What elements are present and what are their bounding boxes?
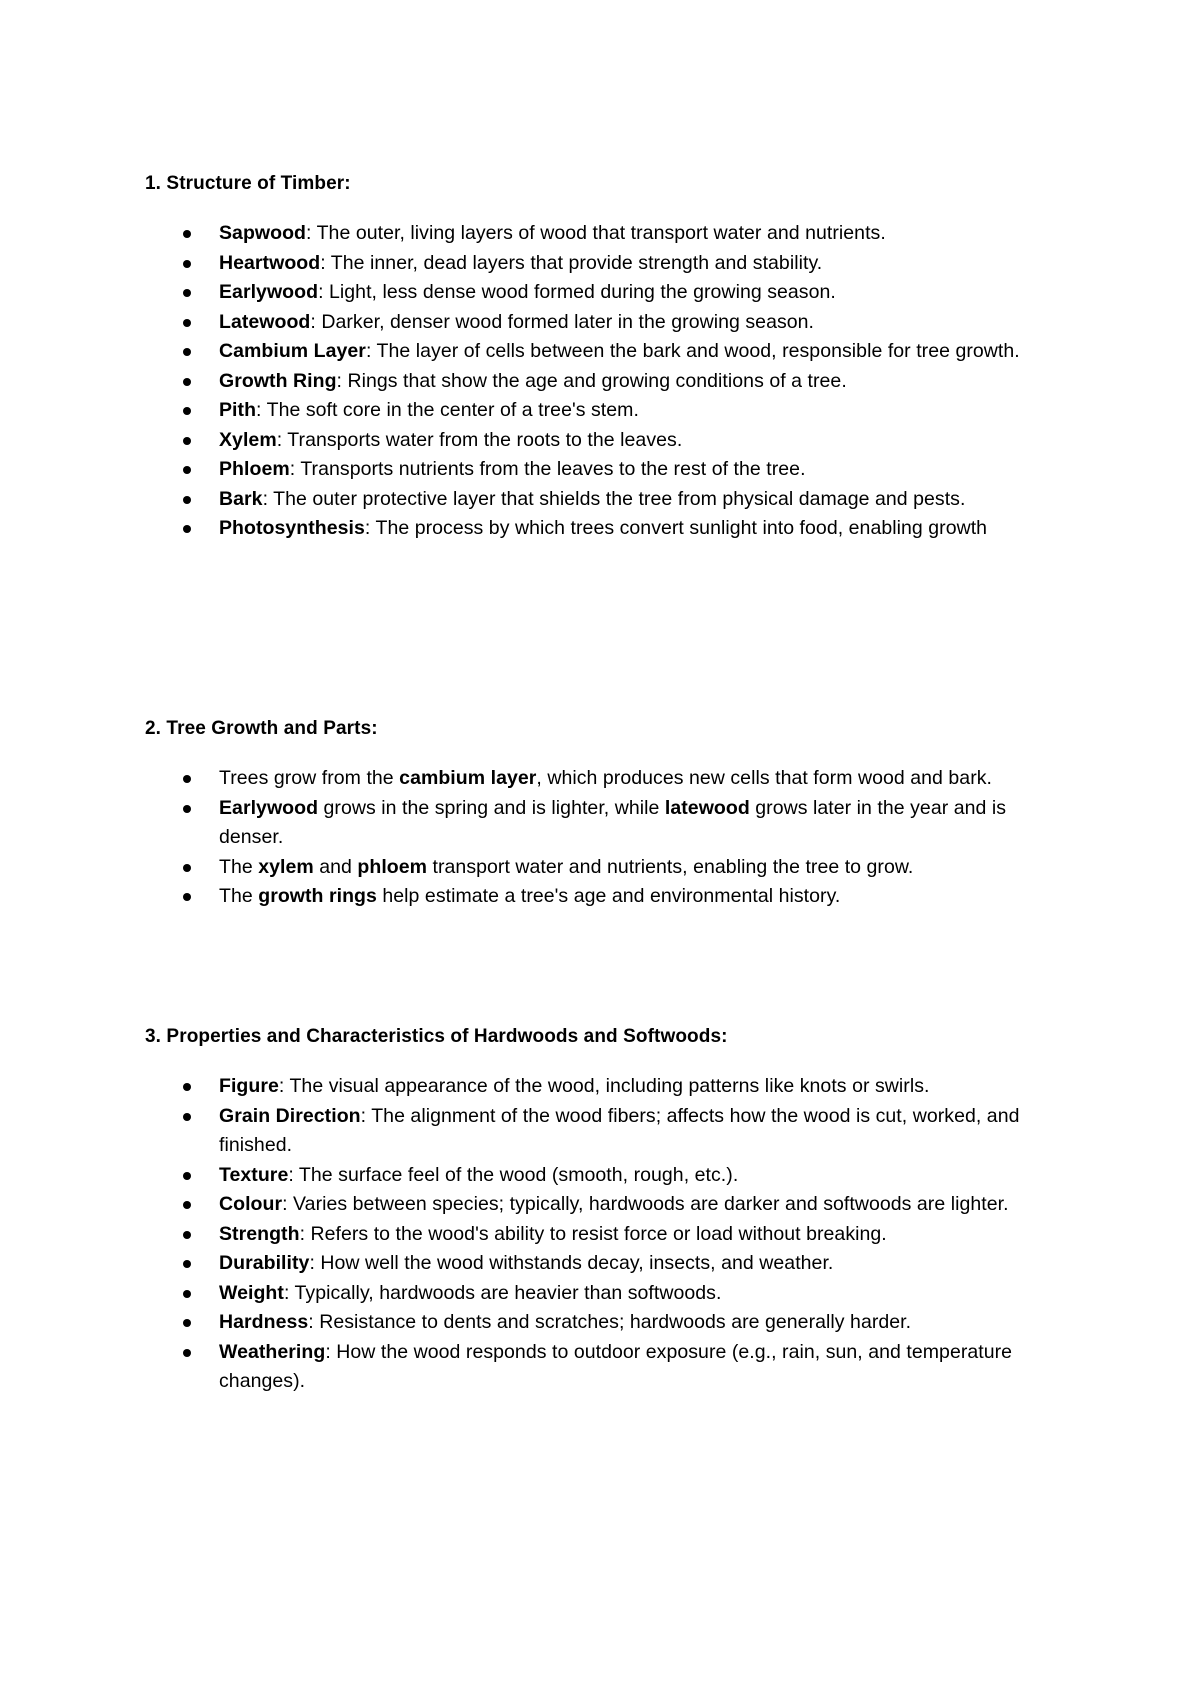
item-text: : How well the wood withstands decay, insects, and weather. — [309, 1252, 834, 1274]
list-item — [145, 1308, 1075, 1338]
list-item — [145, 278, 1075, 308]
list-item — [145, 1190, 1075, 1220]
item-text: : Refers to the wood's ability to resist force or load without breaking. — [299, 1222, 887, 1245]
item-text: : The inner, dead layers that provide strength and stability. — [320, 251, 823, 274]
term-bold: Hardness — [219, 1311, 309, 1333]
item-text: : The process by which trees convert sunlight into food, enabling growth — [364, 517, 988, 539]
bullet-icon — [183, 893, 191, 901]
list-item — [145, 337, 1075, 367]
term-bold: Bark — [219, 487, 263, 510]
bullet-list — [145, 764, 1075, 912]
bullet-icon — [183, 378, 191, 386]
item-text: : The layer of cells between the bark and wood, responsible for tree growth. — [365, 340, 1020, 362]
bullet-icon — [183, 496, 191, 504]
item-text: transport water and nutrients, enabling the tree to grow. — [427, 855, 914, 878]
list-item — [145, 514, 1075, 544]
term-bold: cambium layer — [399, 767, 537, 789]
bullet-icon — [183, 1260, 191, 1268]
item-text: The — [219, 885, 259, 907]
list-item — [145, 396, 1075, 426]
bullet-icon — [183, 1172, 191, 1180]
list-item — [145, 1249, 1075, 1279]
section-tree-growth-and-parts — [145, 717, 1075, 912]
term-bold: Durability — [219, 1252, 310, 1274]
item-text: The — [219, 855, 259, 878]
item-text: grows in the spring and is lighter, while — [318, 796, 665, 819]
list-item — [145, 1161, 1075, 1191]
bullet-icon — [183, 466, 191, 474]
section-heading: 2. Tree Growth and Parts: — [145, 718, 378, 739]
item-text: : Light, less dense wood formed during the growing season. — [318, 281, 836, 303]
item-text: : Rings that show the age and growing conditions of a tree. — [336, 369, 847, 392]
term-bold: growth rings — [258, 885, 377, 907]
list-item — [145, 1072, 1075, 1102]
list-item — [145, 882, 1075, 912]
item-text: and — [313, 855, 358, 878]
term-bold: Earlywood — [219, 796, 319, 819]
list-item — [145, 426, 1075, 456]
item-text: Trees grow from the — [219, 767, 400, 789]
term-bold: Colour — [219, 1193, 283, 1215]
item-text: : The alignment of the wood fibers; affects how the wood is cut, worked, and finished. — [219, 1104, 1020, 1156]
list-item — [145, 764, 1075, 794]
list-item — [145, 249, 1075, 279]
term-bold: Latewood — [219, 310, 311, 333]
term-bold: Figure — [219, 1075, 279, 1097]
item-text: : How the wood responds to outdoor exposure (e.g., rain, sun, and temperature changes). — [219, 1340, 1013, 1392]
list-item — [145, 1220, 1075, 1250]
bullet-icon — [183, 864, 191, 872]
term-bold: Photosynthesis — [219, 517, 365, 539]
term-bold: Grain Direction — [219, 1104, 361, 1127]
list-item — [145, 367, 1075, 397]
list-item — [145, 1102, 1075, 1161]
term-bold: latewood — [664, 796, 750, 819]
section-properties-hardwoods-softwoods — [145, 1025, 1075, 1397]
term-bold: Cambium Layer — [219, 340, 366, 362]
term-bold: Heartwood — [219, 251, 321, 274]
section-heading: 3. Properties and Characteristics of Hardwoods and Softwoods: — [145, 1026, 728, 1047]
list-item — [145, 455, 1075, 485]
section-structure-of-timber — [145, 172, 1075, 544]
bullet-icon — [183, 230, 191, 238]
term-bold: Phloem — [219, 458, 290, 480]
term-bold: Xylem — [219, 428, 277, 451]
section-heading: 1. Structure of Timber: — [145, 173, 351, 194]
term-bold: phloem — [357, 855, 428, 878]
item-text: help estimate a tree's age and environmental history. — [376, 885, 841, 907]
bullet-icon — [183, 525, 191, 533]
item-text: : Transports water from the roots to the leaves. — [276, 428, 683, 451]
term-bold: Texture — [219, 1163, 289, 1186]
list-item — [145, 308, 1075, 338]
list-item — [145, 219, 1075, 249]
bullet-icon — [183, 260, 191, 268]
list-item — [145, 1279, 1075, 1309]
list-item — [145, 485, 1075, 515]
term-bold: Strength — [219, 1222, 300, 1245]
term-bold: Weathering — [219, 1340, 326, 1363]
bullet-icon — [183, 1231, 191, 1239]
item-text: : Transports nutrients from the leaves to the rest of the tree. — [289, 458, 806, 480]
item-text: : The soft core in the center of a tree's stem. — [256, 399, 639, 421]
item-text: : The outer, living layers of wood that transport water and nutrients. — [306, 222, 886, 244]
bullet-icon — [183, 1349, 191, 1357]
bullet-icon — [183, 437, 191, 445]
list-item — [145, 794, 1075, 853]
item-text: : The outer protective layer that shields the tree from physical damage and pests. — [262, 487, 966, 510]
item-text: : Typically, hardwoods are heavier than softwoods. — [283, 1281, 722, 1304]
term-bold: Pith — [219, 399, 257, 421]
list-item — [145, 1338, 1075, 1397]
term-bold: Weight — [219, 1281, 284, 1304]
bullet-icon — [183, 1201, 191, 1209]
term-bold: Sapwood — [219, 222, 307, 244]
bullet-icon — [183, 348, 191, 356]
item-text: : Darker, denser wood formed later in the growing season. — [310, 310, 815, 333]
bullet-icon — [183, 1290, 191, 1298]
bullet-icon — [183, 319, 191, 327]
item-text: : Varies between species; typically, hardwoods are darker and softwoods are lighter. — [282, 1193, 1009, 1215]
item-text: : The visual appearance of the wood, including patterns like knots or swirls. — [278, 1075, 930, 1097]
item-text: : Resistance to dents and scratches; hardwoods are generally harder. — [308, 1311, 912, 1333]
item-text: , which produces new cells that form wood and bark. — [536, 767, 993, 789]
bullet-icon — [183, 407, 191, 415]
bullet-icon — [183, 1113, 191, 1121]
term-bold: Growth Ring — [219, 369, 337, 392]
term-bold: Earlywood — [219, 281, 319, 303]
bullet-icon — [183, 1083, 191, 1091]
list-item — [145, 853, 1075, 883]
item-text: grows later in the year and is denser. — [219, 796, 1007, 848]
bullet-list — [145, 219, 1075, 544]
bullet-icon — [183, 805, 191, 813]
bullet-list — [145, 1072, 1075, 1397]
term-bold: xylem — [258, 855, 314, 878]
item-text: : The surface feel of the wood (smooth, rough, etc.). — [288, 1163, 739, 1186]
bullet-icon — [183, 775, 191, 783]
bullet-icon — [183, 1319, 191, 1327]
bullet-icon — [183, 289, 191, 297]
